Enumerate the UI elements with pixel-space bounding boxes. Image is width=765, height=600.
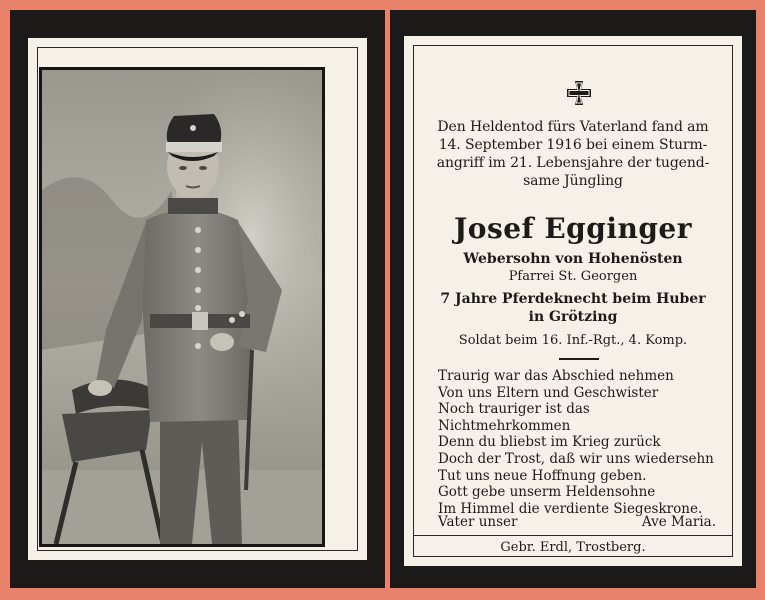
- intro-line: same Jüngling: [523, 173, 623, 189]
- cap-band: [166, 142, 222, 152]
- intro-line: Den Heldentod fürs Vaterland fand am: [437, 119, 709, 135]
- parents-line: Webersohn von Hohenösten: [463, 251, 683, 267]
- collar: [168, 198, 218, 214]
- prayer-our-father: Vater unser: [438, 514, 518, 530]
- left-card: [10, 10, 385, 588]
- printer-rule: [413, 535, 733, 536]
- intro-line: angriff im 21. Lebensjahre der tugend-: [436, 155, 710, 171]
- right-paper: [404, 36, 742, 566]
- cap-cockade: [190, 125, 196, 131]
- soldier-eye: [179, 166, 187, 170]
- poem-line: Von uns Eltern und Geschwister: [438, 384, 659, 401]
- poem-line: Noch trauriger ist das Nichtmehrkommen: [438, 401, 590, 434]
- intro-line: 14. September 1916 bei einem Sturm-: [438, 137, 708, 153]
- occupation-line: 7 Jahre Pferdeknecht beim Huber: [440, 291, 706, 307]
- deceased-name: Josef Egginger: [454, 212, 692, 245]
- prayer-hail-mary: Ave Maria.: [641, 514, 716, 530]
- portrait-photo-svg: [42, 70, 322, 544]
- poem-line: Im Himmel die verdiente Siegeskrone.: [438, 500, 703, 517]
- soldier-hand: [88, 380, 112, 396]
- poem-line: Tut uns neue Hoffnung geben.: [438, 467, 647, 484]
- parish-line: Pfarrei St. Georgen: [508, 269, 638, 284]
- belt-buckle: [192, 312, 208, 330]
- soldier-hand: [210, 333, 234, 351]
- memorial-poem: [438, 368, 722, 517]
- poem-line: Gott gebe unserm Heldensohne: [438, 484, 656, 501]
- printer-credit: Gebr. Erdl, Trostberg.: [500, 540, 646, 555]
- military-unit: Soldat beim 16. Inf.-Rgt., 4. Komp.: [458, 333, 688, 348]
- intro-text: [432, 118, 714, 190]
- photo-frame: [39, 67, 325, 547]
- soldier-eye: [199, 166, 207, 170]
- occupation-text: [428, 290, 718, 326]
- occupation-line: in Grötzing: [528, 309, 618, 325]
- section-divider: [559, 358, 599, 360]
- iron-cross-icon: [566, 80, 592, 106]
- poem-line: Doch der Trost, daß wir uns wiedersehn: [438, 450, 714, 467]
- portrait-photo: [42, 70, 322, 544]
- poem-line: Traurig war das Abschied nehmen: [438, 368, 674, 384]
- right-card: [390, 10, 756, 588]
- memorial-text: [418, 36, 728, 566]
- poem-line: Denn du bliebst im Krieg zurück: [438, 434, 661, 451]
